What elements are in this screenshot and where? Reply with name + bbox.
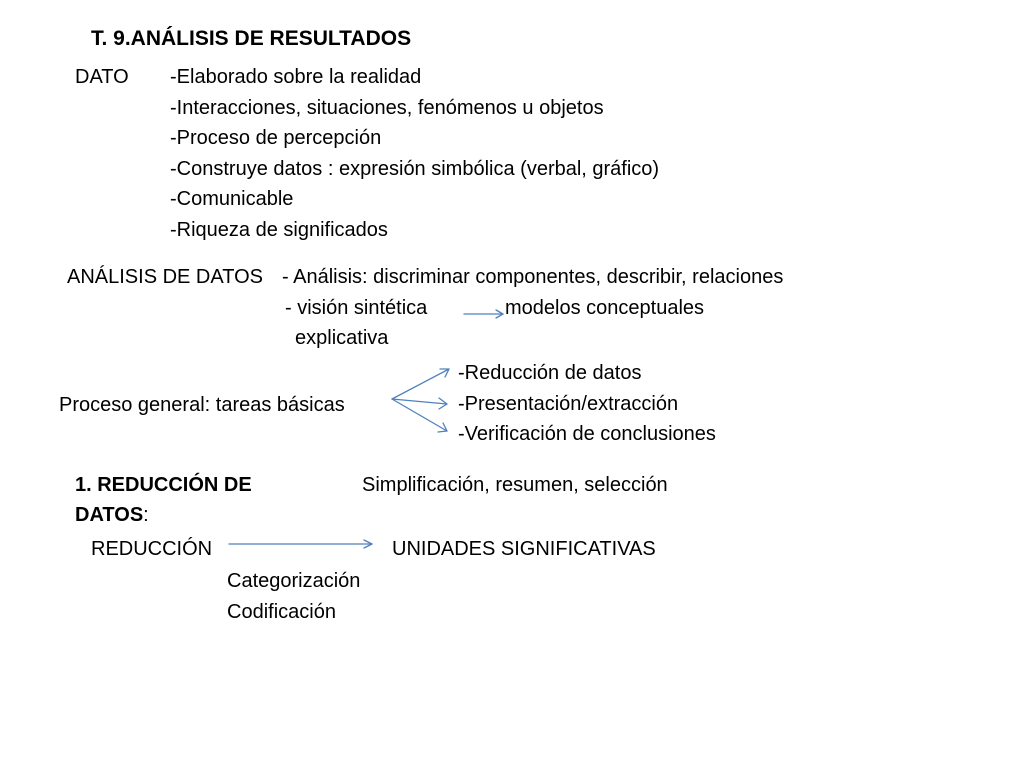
dato-item: -Proceso de percepción: [170, 127, 382, 150]
proceso-label: Proceso general: tareas básicas: [59, 394, 345, 416]
arrow-icon: [229, 540, 372, 548]
reduccion-heading-colon: :: [143, 504, 149, 526]
dato-item: -Elaborado sobre la realidad: [170, 66, 422, 88]
reduccion-heading-line-1: 1. REDUCCIÓN DE: [75, 474, 252, 496]
dato-item: -Comunicable: [170, 188, 294, 211]
reduccion-method: Categorización: [227, 570, 361, 592]
proceso-task: -Reducción de datos: [458, 362, 642, 384]
dato-list: [170, 62, 659, 246]
analisis-line-1: - Análisis: discriminar componentes, describir, relaciones: [282, 266, 784, 288]
proceso-task: -Verificación de conclusiones: [458, 423, 716, 446]
slide-title: T. 9.ANÁLISIS DE RESULTADOS: [91, 27, 412, 50]
proceso-task: -Presentación/extracción: [458, 392, 679, 415]
reduccion-description: Simplificación, resumen, selección: [362, 474, 668, 496]
dato-item: -Riqueza de significados: [170, 218, 388, 241]
arrow-icon: [392, 398, 447, 409]
analisis-line-2-target: modelos conceptuales: [505, 297, 705, 319]
reduccion-method: Codificación: [227, 600, 336, 623]
proceso-task-list: [458, 358, 716, 450]
reduccion-heading-datos: DATOS: [75, 504, 144, 526]
dato-label: DATO: [75, 66, 129, 88]
analisis-label: ANÁLISIS DE DATOS: [67, 266, 263, 288]
reduccion-to: UNIDADES SIGNIFICATIVAS: [392, 538, 656, 560]
dato-item: -Interacciones, situaciones, fenómenos u objetos: [170, 96, 604, 119]
reduccion-from: REDUCCIÓN: [91, 538, 213, 560]
reduccion-heading-line-2: [75, 500, 149, 531]
analisis-line-2: - visión sintética: [285, 297, 428, 319]
arrow-icon: [464, 310, 503, 318]
dato-item: -Construye datos : expresión simbólica (verbal, gráfico): [170, 157, 660, 180]
analisis-line-3: explicativa: [295, 327, 389, 349]
arrow-icon: [392, 369, 449, 399]
arrow-icon: [392, 399, 447, 432]
reduccion-method-list: [227, 566, 360, 627]
